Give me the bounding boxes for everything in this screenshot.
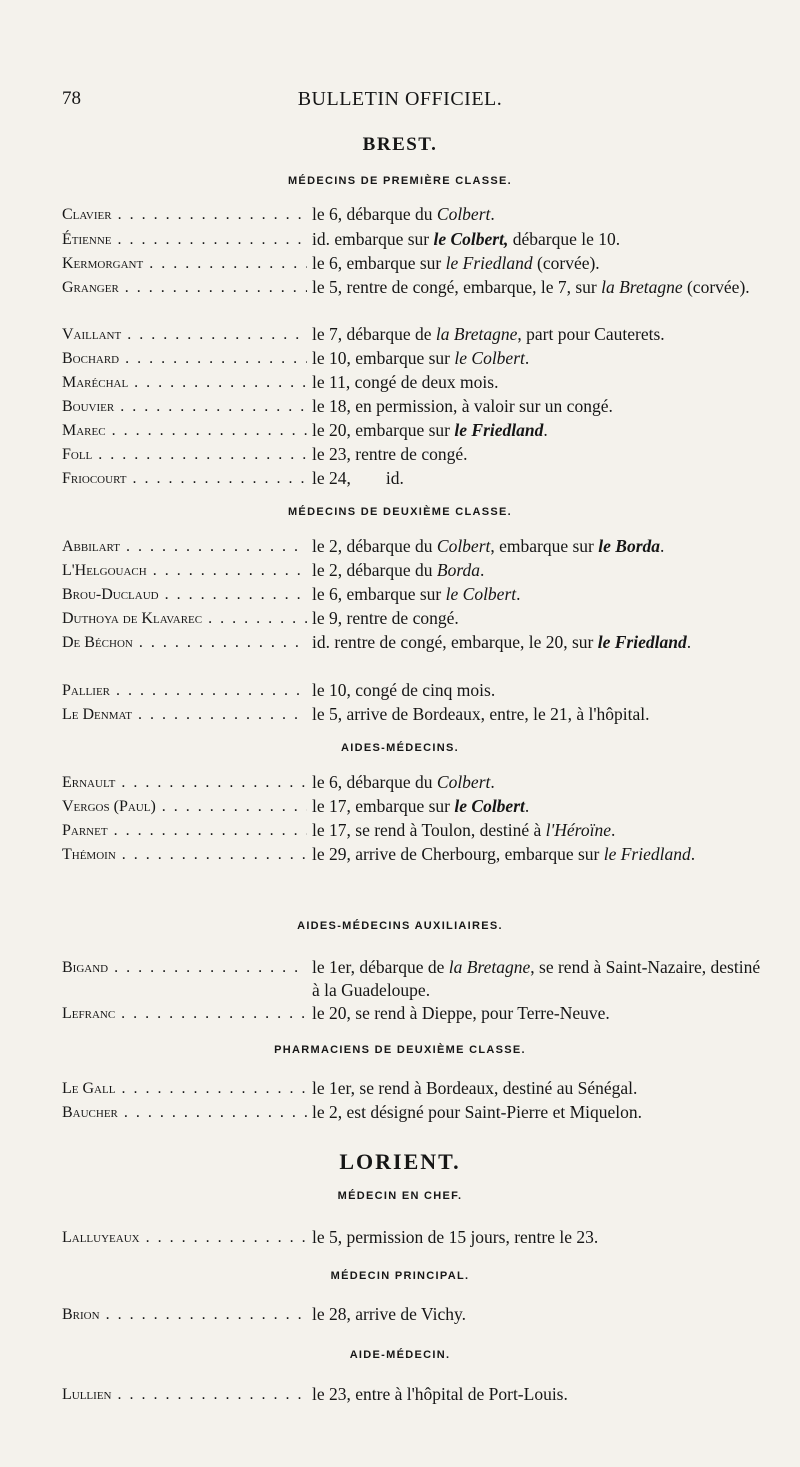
section-medecin-principal: MÉDECIN PRINCIPAL. xyxy=(330,1270,470,1282)
entry-name: Friocourt . . . xyxy=(62,467,307,490)
entry-text: le 5, arrive de Bordeaux, entre, le 21, à l'hôpital. xyxy=(312,704,650,724)
section-aides-medecins: AIDES-MÉDECINS. xyxy=(341,742,459,754)
entry-name: Granger . . . xyxy=(62,276,307,299)
entry-text: le 17, embarque sur le Colbert. xyxy=(312,796,530,816)
entry-text: le 9, rentre de congé. xyxy=(312,608,459,628)
entry-name: Kermorgant . . . xyxy=(62,252,307,275)
entry-name: Lalluyeaux . . . xyxy=(62,1226,307,1249)
entry-text: le 7, débarque de la Bretagne, part pour Cauterets. xyxy=(312,324,665,344)
entry-name: Foll . . . xyxy=(62,443,307,466)
entry-name: Lullien . . . xyxy=(62,1383,307,1406)
entry-name: Maréchal . . . xyxy=(62,371,307,394)
entry-name: Brou-Duclaud . . . xyxy=(62,583,307,606)
entry-text: le 20, embarque sur le Friedland. xyxy=(312,420,548,440)
entry-name: Clavier . . . xyxy=(62,203,307,226)
entry-name: Duthoya de Klavarec . . . xyxy=(62,607,307,630)
entry-text: le 5, rentre de congé, embarque, le 7, sur la Bretagne (corvée). xyxy=(312,277,750,297)
entry-text: le 6, embarque sur le Colbert. xyxy=(312,584,521,604)
entry-name: Le Denmat . . . xyxy=(62,703,307,726)
entry-name: L'Helgouach . . . xyxy=(62,559,307,582)
entry-text: le 28, arrive de Vichy. xyxy=(312,1304,466,1324)
entry-name: Thémoin . . . xyxy=(62,843,307,866)
entry-name: Abbilart . . . xyxy=(62,535,307,558)
entry-text: le 1er, débarque de la Bretagne, se rend à Saint-Nazaire, destiné à la Guadeloupe. xyxy=(312,957,761,1000)
entry-name: Brion . . . xyxy=(62,1303,307,1326)
entry-name: Bigand . . . xyxy=(62,956,307,979)
section-medecin-en-chef: MÉDECIN EN CHEF. xyxy=(337,1190,463,1202)
entry-text: le 23, rentre de congé. xyxy=(312,444,468,464)
entry-text: le 10, congé de cinq mois. xyxy=(312,680,496,700)
entry-text: le 20, se rend à Dieppe, pour Terre-Neuve. xyxy=(312,1003,610,1023)
entry-text: le 17, se rend à Toulon, destiné à l'Héroïne. xyxy=(312,820,616,840)
entry-text: le 6, embarque sur le Friedland (corvée). xyxy=(312,253,600,273)
entry-text: le 10, embarque sur le Colbert. xyxy=(312,348,530,368)
entry-text: le 1er, se rend à Bordeaux, destiné au Sénégal. xyxy=(312,1078,638,1098)
entry-text: le 5, permission de 15 jours, rentre le 23. xyxy=(312,1227,599,1247)
entry-name: Baucher . . . xyxy=(62,1101,307,1124)
section-pharmaciens-deuxieme-classe: PHARMACIENS DE DEUXIÈME CLASSE. xyxy=(274,1044,526,1056)
entry-name: Étienne . . . xyxy=(62,228,307,251)
entry-name: Bochard . . . xyxy=(62,347,307,370)
entry-text: le 2, est désigné pour Saint-Pierre et Miquelon. xyxy=(312,1102,642,1122)
entry-text: id. embarque sur le Colbert, débarque le 10. xyxy=(312,229,621,249)
entry-text: id. rentre de congé, embarque, le 20, sur le Friedland. xyxy=(312,632,692,652)
entry-name: Vergos (Paul) . . . xyxy=(62,795,307,818)
entry-name: Vaillant . . . xyxy=(62,323,307,346)
entry-name: De Béchon . . . xyxy=(62,631,307,654)
section-medecins-premiere-classe: MÉDECINS DE PREMIÈRE CLASSE. xyxy=(287,175,513,187)
page-number: 78 xyxy=(62,88,81,109)
entry-text: le 18, en permission, à valoir sur un congé. xyxy=(312,396,613,416)
entry-text: le 6, débarque du Colbert. xyxy=(312,204,495,224)
section-medecins-deuxieme-classe: MÉDECINS DE DEUXIÈME CLASSE. xyxy=(287,506,513,518)
entry-name: Bouvier . . . xyxy=(62,395,307,418)
entry-name: Lefranc . . . xyxy=(62,1002,307,1025)
entry-text: le 23, entre à l'hôpital de Port-Louis. xyxy=(312,1384,568,1404)
entry-name: Ernault . . . xyxy=(62,771,307,794)
entry-name: Parnet . . . xyxy=(62,819,307,842)
entry-text: le 29, arrive de Cherbourg, embarque sur le Friedland. xyxy=(312,844,696,864)
running-title: BULLETIN OFFICIEL. xyxy=(297,88,503,110)
entry-text: le 24, id. xyxy=(312,468,404,488)
section-aides-medecins-auxiliaires: AIDES-MÉDECINS AUXILIAIRES. xyxy=(297,920,503,932)
entry-text: le 2, débarque du Colbert, embarque sur le Borda. xyxy=(312,536,665,556)
entry-text: le 11, congé de deux mois. xyxy=(312,372,499,392)
city-heading-brest: BREST. xyxy=(362,134,438,155)
entry-text: le 6, débarque du Colbert. xyxy=(312,772,495,792)
entry-name: Marec . . . xyxy=(62,419,307,442)
entry-text: le 2, débarque du Borda. xyxy=(312,560,485,580)
page-header xyxy=(62,88,738,112)
entry-name: Le Gall . . . xyxy=(62,1077,307,1100)
section-aide-medecin: AIDE-MÉDECIN. xyxy=(349,1349,451,1361)
city-heading-lorient: LORIENT. xyxy=(339,1149,461,1174)
entry-name: Pallier . . . xyxy=(62,679,307,702)
